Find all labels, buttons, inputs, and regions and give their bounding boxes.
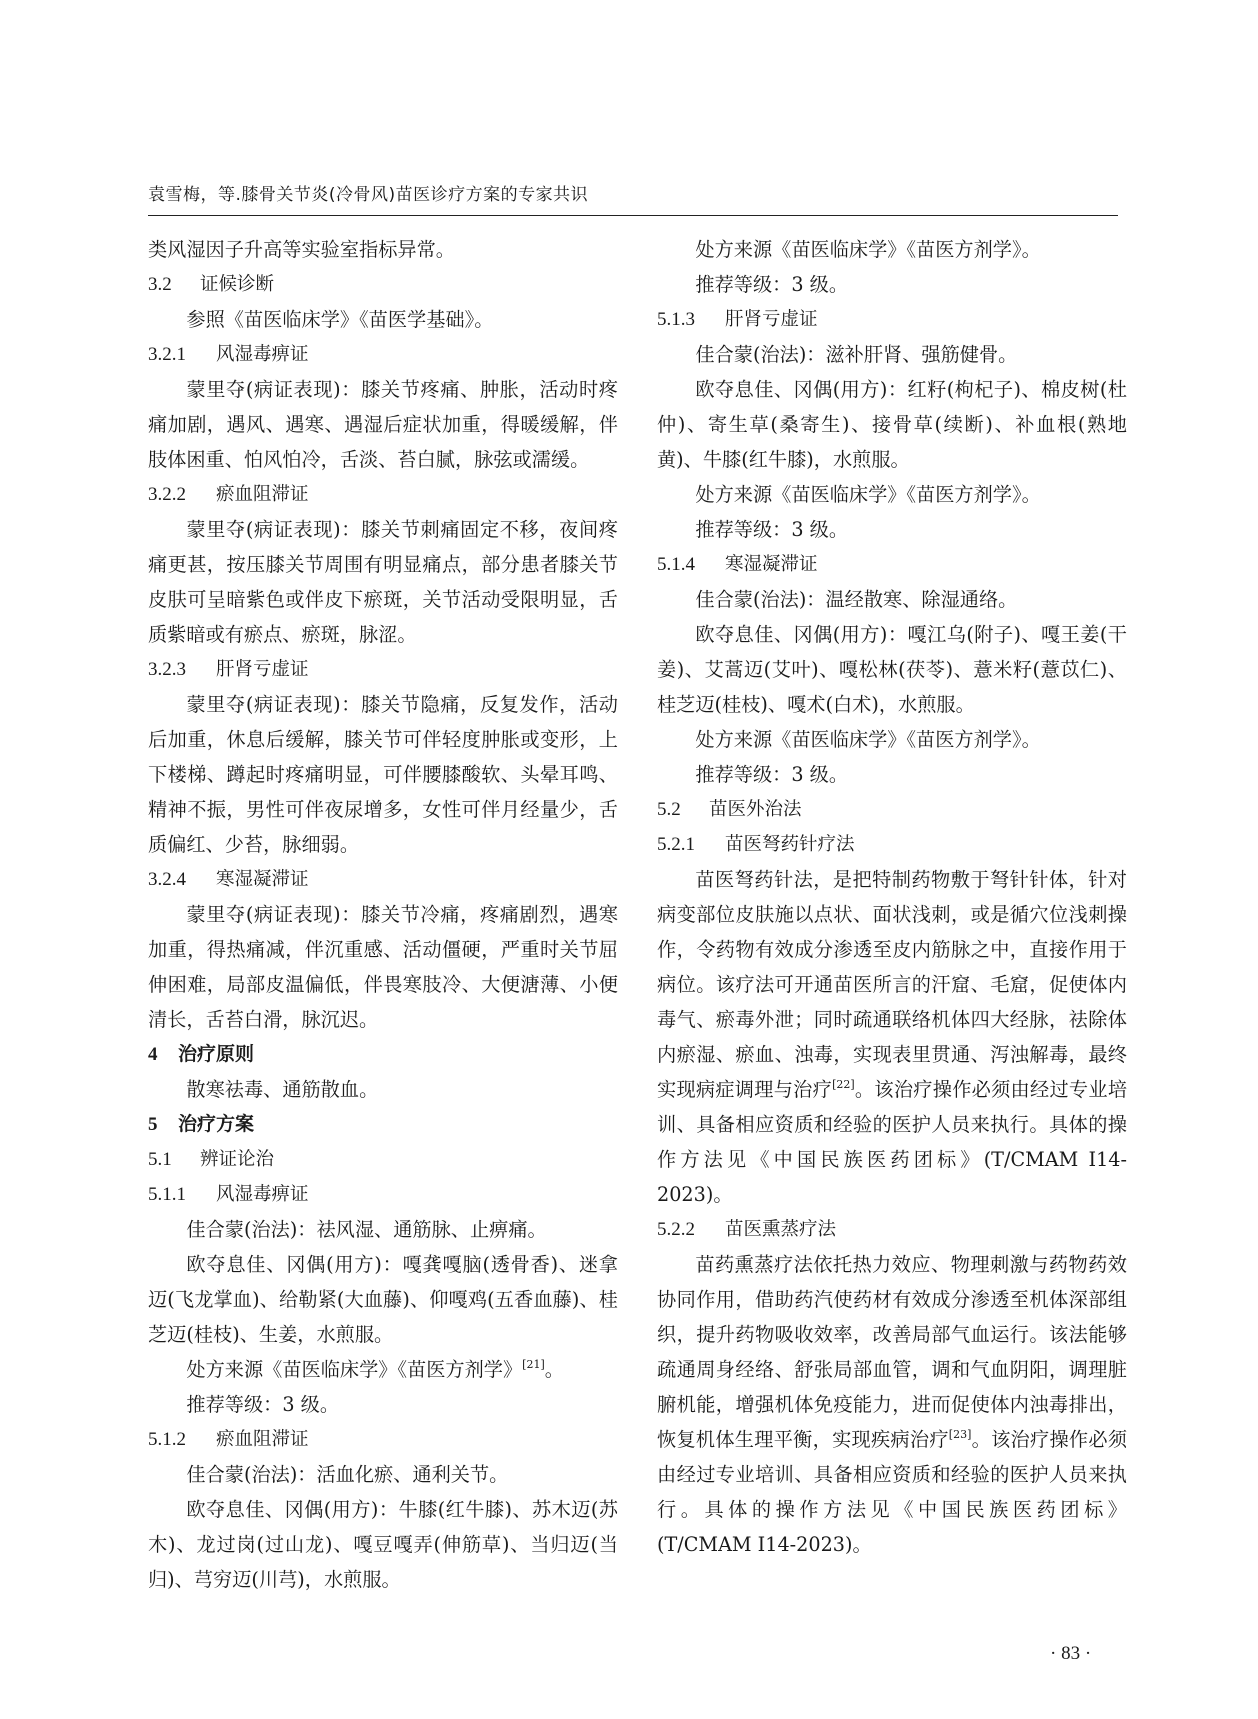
section-heading-3-2-4 — [148, 862, 618, 897]
section-title: 风湿毒痹证 — [216, 344, 309, 365]
running-title: 袁雪梅，等.膝骨关节炎(冷骨风)苗医诊疗方案的专家共识 — [148, 185, 589, 205]
section-number: 5 — [148, 1114, 158, 1135]
paragraph-text: 。该治疗操作必须由经过专业培训、具备相应资质和经验的医护人员来执行。具体的操作方法见《中国民族医药团标》(T/CMAM I14-2023)。 — [657, 1428, 1128, 1556]
prescription-source: 处方来源《苗医临床学》《苗医方剂学》。 — [695, 483, 1041, 506]
section-heading-5-2 — [657, 792, 1127, 827]
section-heading-5-1-2 — [148, 1422, 618, 1457]
section-number: 3.2.4 — [148, 869, 186, 890]
section-number: 5.2.2 — [657, 1219, 695, 1240]
section-heading-3-2-1 — [148, 337, 618, 372]
section-heading-5-1-1 — [148, 1177, 618, 1212]
paragraph: 蒙里夺(病证表现)：膝关节冷痛，疼痛剧烈，遇寒加重，得热痛减，伴沉重感、活动僵硬，严重时关节屈伸困难，局部皮温偏低，伴畏寒肢冷、大便溏薄、小便清长，舌苔白滑，脉沉迟。 — [148, 903, 618, 1031]
formula: 欧夺息佳、冈偶(用方)：嘎江乌(附子)、嘎王姜(干姜)、艾蒿迈(艾叶)、嘎松林(茯苓)、薏米籽(薏苡仁)、桂芝迈(桂枝)、嘎术(白术)，水煎服。 — [657, 623, 1127, 716]
paragraph: 散寒祛毒、通筋散血。 — [186, 1078, 379, 1101]
recommendation-grade: 推荐等级：3 级。 — [695, 763, 849, 786]
section-heading-5 — [148, 1107, 618, 1142]
formula: 欧夺息佳、冈偶(用方)：红籽(枸杞子)、棉皮树(杜仲)、寄生草(桑寄生)、接骨草(续断)、补血根(熟地黄)、牛膝(红牛膝)，水煎服。 — [657, 378, 1127, 471]
section-heading-5-1-3 — [657, 302, 1127, 337]
citation[interactable]: [23] — [948, 1428, 972, 1441]
section-heading-5-2-2 — [657, 1212, 1127, 1247]
paragraph: 蒙里夺(病证表现)：膝关节隐痛，反复发作，活动后加重，休息后缓解，膝关节可伴轻度肿胀或变形，上下楼梯、蹲起时疼痛明显，可伴腰膝酸软、头晕耳鸣、精神不振，男性可伴夜尿增多，女性可伴月经量少，舌质偏红、少苔，脉细弱。 — [148, 693, 618, 856]
section-title: 肝肾亏虚证 — [725, 309, 818, 330]
page-number: · 83 · — [1050, 1643, 1092, 1664]
paragraph — [657, 862, 1127, 1212]
right-column — [657, 232, 1127, 1562]
section-heading-5-2-1 — [657, 827, 1127, 862]
section-number: 3.2.3 — [148, 659, 186, 680]
section-heading-3-2-2 — [148, 477, 618, 512]
paragraph: 蒙里夺(病证表现)：膝关节疼痛、肿胀，活动时疼痛加剧，遇风、遇寒、遇湿后症状加重，得暖缓解，伴肢体困重、怕风怕冷，舌淡、苔白腻，脉弦或濡缓。 — [148, 378, 618, 471]
citation[interactable]: [22] — [832, 1078, 855, 1091]
section-number: 5.1.1 — [148, 1184, 186, 1205]
citation[interactable]: [21] — [522, 1358, 545, 1371]
section-title: 治疗原则 — [178, 1043, 255, 1065]
section-number: 3.2.1 — [148, 344, 186, 365]
source-text: 处方来源《苗医临床学》《苗医方剂学》 — [186, 1358, 523, 1381]
section-heading-5-1 — [148, 1142, 618, 1177]
section-title: 证候诊断 — [200, 274, 275, 295]
section-heading-5-1-4 — [657, 547, 1127, 582]
formula: 欧夺息佳、冈偶(用方)：嘎龚嘎脑(透骨香)、迷拿迈(飞龙掌血)、给勒紧(大血藤)、仰嘎鸡(五香血藤)、桂芝迈(桂枝)、生姜，水煎服。 — [148, 1253, 618, 1346]
section-title: 瘀血阻滞证 — [216, 484, 309, 505]
section-number: 5.1 — [148, 1149, 172, 1170]
paragraph: 蒙里夺(病证表现)：膝关节刺痛固定不移，夜间疼痛更甚，按压膝关节周围有明显痛点，部分患者膝关节皮肤可呈暗紫色或伴皮下瘀斑，关节活动受限明显，舌质紫暗或有瘀点、瘀斑，脉涩。 — [148, 518, 618, 646]
treatment-method: 佳合蒙(治法)：祛风湿、通筋脉、止痹痛。 — [186, 1218, 547, 1241]
section-number: 4 — [148, 1044, 158, 1065]
header-rule — [148, 215, 1118, 216]
prescription-source: 处方来源《苗医临床学》《苗医方剂学》。 — [695, 238, 1041, 261]
formula: 欧夺息佳、冈偶(用方)：牛膝(红牛膝)、苏木迈(苏木)、龙过岗(过山龙)、嘎豆嘎弄(伸筋草)、当归迈(当归)、芎穷迈(川芎)，水煎服。 — [148, 1498, 618, 1591]
treatment-method: 佳合蒙(治法)：活血化瘀、通利关节。 — [186, 1463, 509, 1486]
section-heading-4 — [148, 1037, 618, 1072]
section-title: 瘀血阻滞证 — [216, 1429, 309, 1450]
section-number: 5.2 — [657, 799, 681, 820]
paragraph — [657, 1247, 1127, 1562]
paragraph-text: 苗医弩药针法，是把特制药物敷于弩针针体，针对病变部位皮肤施以点状、面状浅刺，或是循穴位浅刺操作，令药物有效成分渗透至皮内筋脉之中，直接作用于病位。该疗法可开通苗医所言的汗窟、毛窟，促使体内毒气、瘀毒外泄；同时疏通联络机体四大经脉，祛除体内瘀湿、瘀血、浊毒，实现表里贯通、泻浊解毒，最终实现病症调理与治疗 — [657, 868, 1127, 1101]
paragraph-text: 苗药熏蒸疗法依托热力效应、物理刺激与药物药效协同作用，借助药汽使药材有效成分渗透至机体深部组织，提升药物吸收效率，改善局部气血运行。该法能够疏通周身经络、舒张局部血管，调和气血阴阳，调理脏腑机能，增强机体免疫能力，进而促使体内浊毒排出，恢复机体生理平衡，实现疾病治疗 — [657, 1253, 1127, 1451]
treatment-method: 佳合蒙(治法)：滋补肝肾、强筋健骨。 — [695, 343, 1018, 366]
section-title: 苗医外治法 — [709, 799, 802, 820]
section-number: 5.1.4 — [657, 554, 695, 575]
section-title: 风湿毒痹证 — [216, 1184, 309, 1205]
section-title: 苗医弩药针疗法 — [725, 834, 855, 855]
prescription-source — [148, 1352, 618, 1387]
section-title: 寒湿凝滞证 — [216, 869, 309, 890]
section-title: 苗医熏蒸疗法 — [725, 1219, 837, 1240]
section-title: 寒湿凝滞证 — [725, 554, 818, 575]
section-heading-3-2 — [148, 267, 618, 302]
section-number: 3.2 — [148, 274, 172, 295]
section-title: 肝肾亏虚证 — [216, 659, 309, 680]
prescription-source: 处方来源《苗医临床学》《苗医方剂学》。 — [695, 728, 1041, 751]
paragraph: 类风湿因子升高等实验室指标异常。 — [148, 238, 455, 261]
recommendation-grade: 推荐等级：3 级。 — [186, 1393, 340, 1416]
paragraph-text: 。该治疗操作必须由经过专业培训、具备相应资质和经验的医护人员来执行。具体的操作方法见《中国民族医药团标》(T/CMAM I14-2023)。 — [657, 1078, 1128, 1206]
section-title: 治疗方案 — [178, 1113, 255, 1135]
section-title: 辨证论治 — [200, 1149, 275, 1170]
recommendation-grade: 推荐等级：3 级。 — [695, 273, 849, 296]
recommendation-grade: 推荐等级：3 级。 — [695, 518, 849, 541]
section-number: 3.2.2 — [148, 484, 186, 505]
left-column — [148, 232, 618, 1597]
section-heading-3-2-3 — [148, 652, 618, 687]
section-number: 5.1.2 — [148, 1429, 186, 1450]
treatment-method: 佳合蒙(治法)：温经散寒、除湿通络。 — [695, 588, 1018, 611]
section-number: 5.2.1 — [657, 834, 695, 855]
paragraph: 参照《苗医临床学》《苗医学基础》。 — [186, 308, 494, 331]
source-end: 。 — [544, 1358, 564, 1381]
section-number: 5.1.3 — [657, 309, 695, 330]
